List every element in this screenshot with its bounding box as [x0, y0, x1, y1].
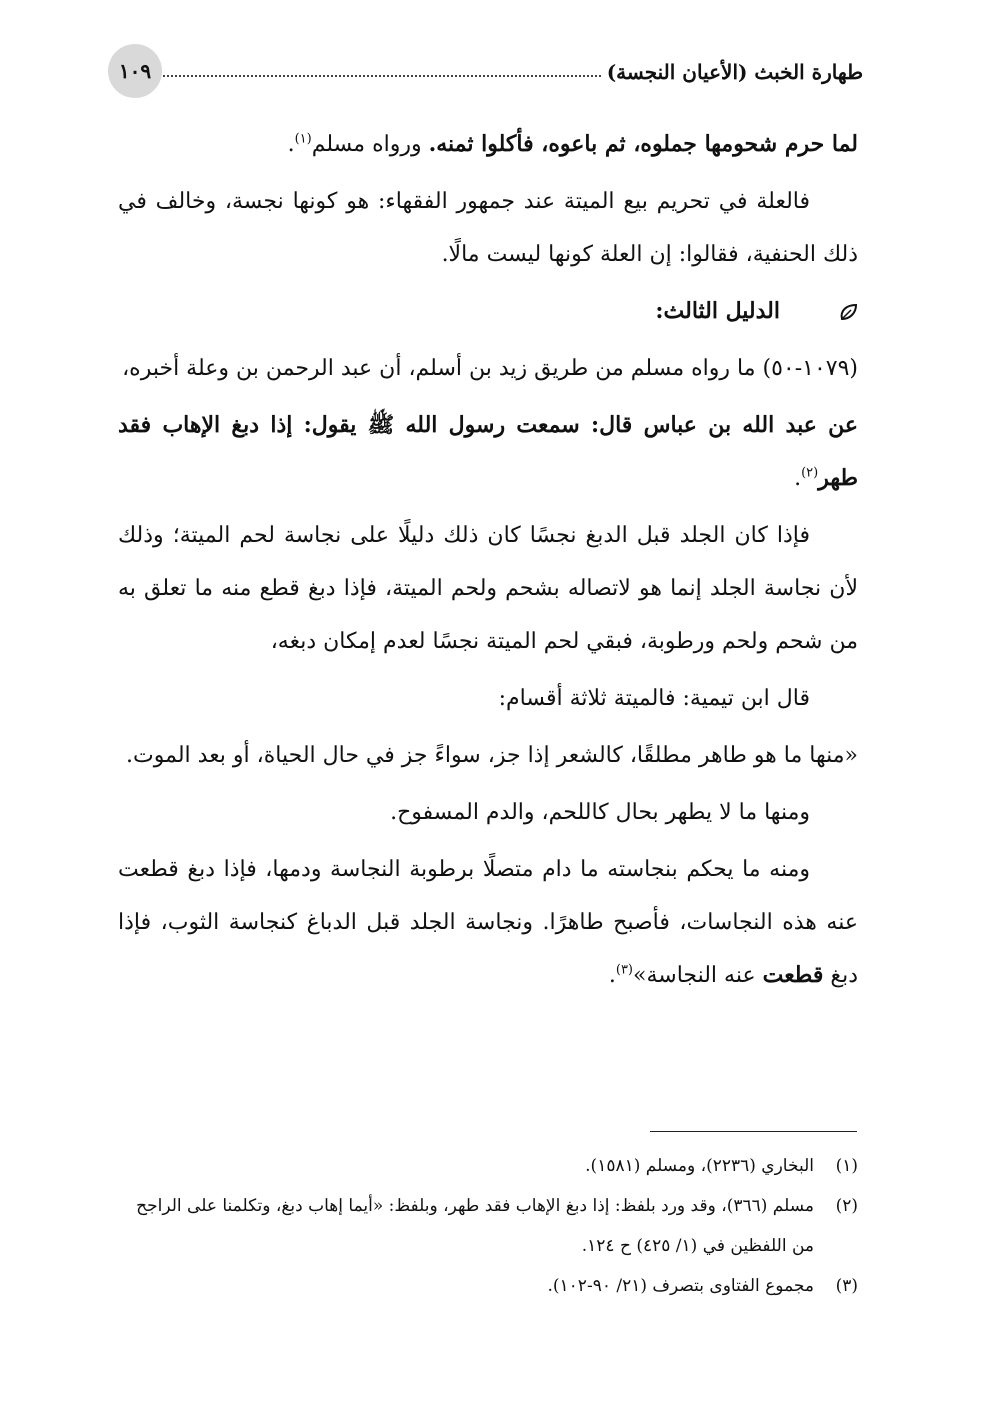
- hadith-ending: لما حرم شحومها جملوه، ثم باعوه، فأكلوا ثمنه.: [428, 131, 858, 157]
- ornament-leaf-icon: [838, 302, 858, 322]
- paragraph-1: [118, 118, 858, 171]
- footnote-text: مسلم (٣٦٦)، وقد ورد بلفظ: إذا دبغ الإهاب فقد طهر، وبلفظ: «أيما إهاب دبغ، وتكلمنا على الراجح من اللفظين في (١/ ٤٢٥) ح ١٢٤.: [136, 1196, 814, 1256]
- period: .: [608, 963, 616, 988]
- bold-word: قطعت: [762, 962, 824, 988]
- paragraph-3: (١٠٧٩-٥٠) ما رواه مسلم من طريق زيد بن أسلم، أن عبد الرحمن بن وعلة أخبره،: [122, 356, 858, 381]
- footnote-number: (٢): [835, 1196, 858, 1216]
- footnote-ref-1[interactable]: (١): [294, 131, 312, 147]
- period: .: [287, 132, 295, 157]
- footnote-number: (١): [835, 1156, 858, 1176]
- footnotes: [118, 1146, 858, 1306]
- footnote-ref-3[interactable]: (٣): [615, 962, 633, 978]
- footnote-text: البخاري (٢٢٣٦)، ومسلم (١٥٨١).: [585, 1156, 814, 1176]
- heading-text: الدليل الثالث:: [655, 298, 780, 324]
- paragraph-5: فإذا كان الجلد قبل الدبغ نجسًا كان ذلك دليلًا على نجاسة لحم الميتة؛ وذلك لأن نجاسة الجلد إنما هو لاتصاله بشحم ولحم الميتة، فإذا دبغ قطع منه ما تعلق به من شحم ولحم ورطوبة، فبقي لحم الميتة نجسًا لعدم إمكان دبغه،: [118, 523, 858, 654]
- source-note: ورواه مسلم: [311, 132, 429, 157]
- page-header: [108, 44, 863, 100]
- paragraph-8: ومنها ما لا يطهر بحال كاللحم، والدم المسفوح.: [390, 800, 810, 825]
- footnote-3: [118, 1266, 858, 1306]
- paragraph-4: [118, 399, 858, 505]
- header-dotted-leader: [118, 75, 601, 77]
- footnote-2: [118, 1186, 858, 1266]
- footnote-ref-2[interactable]: (٢): [801, 465, 819, 481]
- period: .: [794, 466, 802, 491]
- hadith-text: عن عبد الله بن عباس قال: سمعت رسول الله ﷺ يقول: إذا دبغ الإهاب فقد طهر: [118, 412, 858, 491]
- footnote-number: (٣): [835, 1276, 858, 1296]
- paragraph-6: قال ابن تيمية: فالميتة ثلاثة أقسام:: [498, 686, 810, 711]
- footnote-1: [118, 1146, 858, 1186]
- paragraph-7: «منها ما هو طاهر مطلقًا، كالشعر إذا جز، سواءً جز في حال الحياة، أو بعد الموت.: [126, 743, 858, 768]
- paragraph-9: [118, 843, 858, 1002]
- quote-end: عنه النجاسة»: [633, 963, 763, 988]
- quote-text: ومنه ما يحكم بنجاسته ما دام متصلًا برطوبة النجاسة ودمها، فإذا دبغ قطعت عنه هذه النجاسات، فأصبح طاهرًا. ونجاسة الجلد قبل الدباغ كنجاسة الثوب، فإذا دبغ: [118, 857, 858, 988]
- page-number: ١٠٩: [108, 44, 162, 98]
- footnote-text: مجموع الفتاوى بتصرف (٢١/ ٩٠-١٠٢).: [547, 1276, 814, 1296]
- section-heading: [118, 285, 858, 338]
- footnote-separator: [650, 1131, 857, 1132]
- paragraph-2: فالعلة في تحريم بيع الميتة عند جمهور الفقهاء: هو كونها نجسة، وخالف في ذلك الحنفية، فقالوا: إن العلة كونها ليست مالًا.: [118, 189, 858, 267]
- running-title: طهارة الخبث (الأعيان النجسة): [606, 60, 863, 84]
- main-text: [118, 118, 858, 1006]
